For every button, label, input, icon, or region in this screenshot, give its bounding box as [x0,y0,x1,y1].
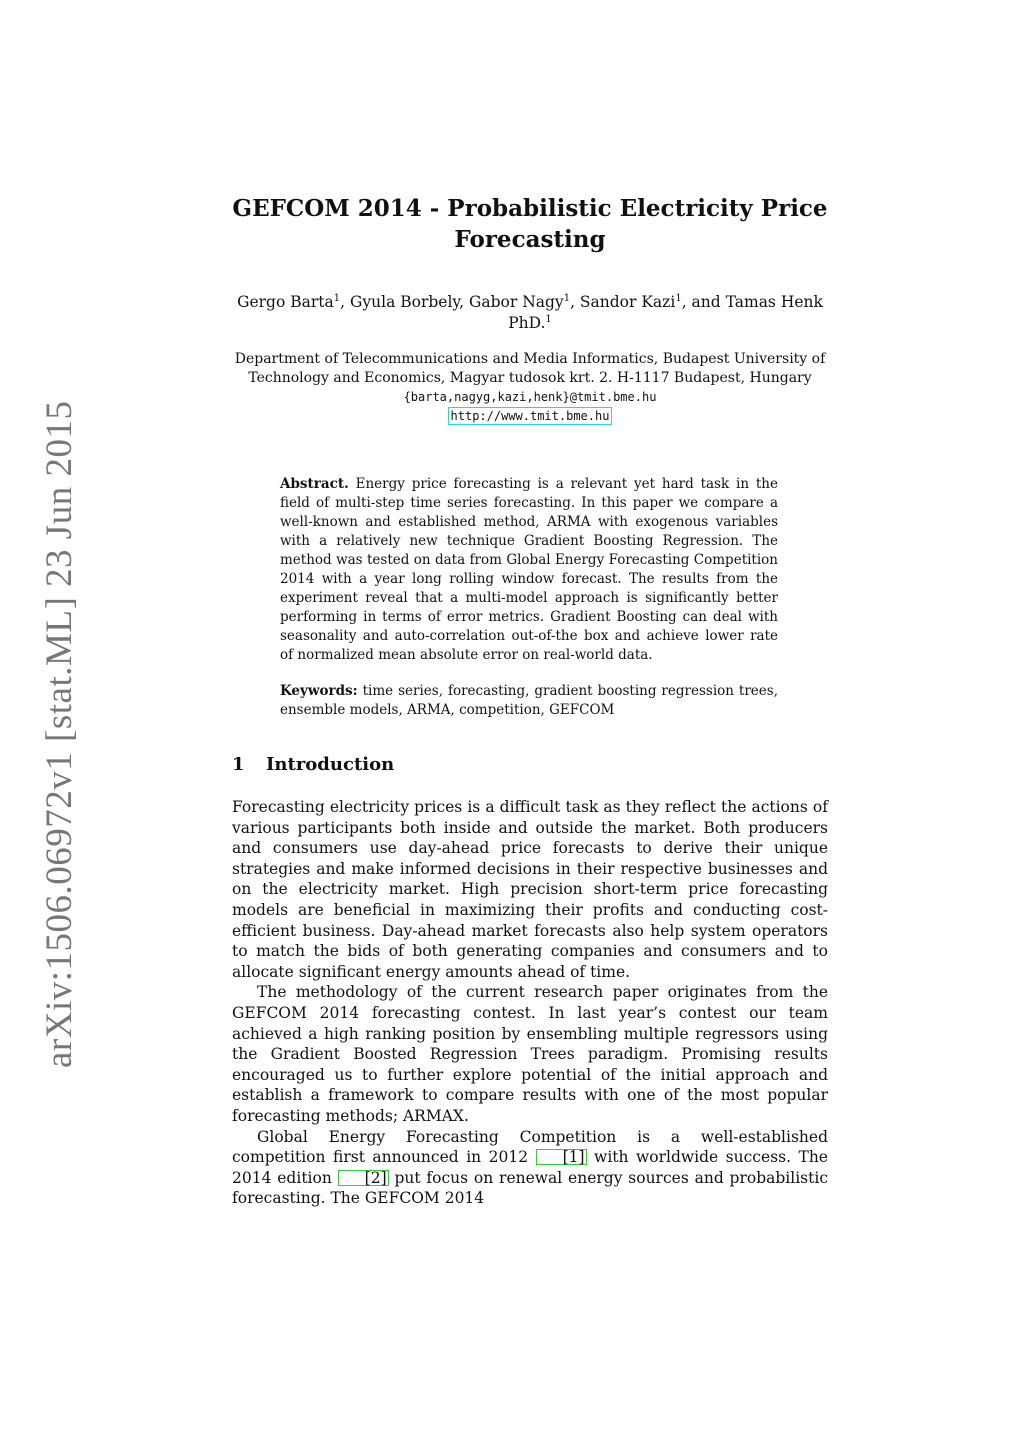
paragraph-2: The methodology of the current research paper originates from the GEFCOM 2014 forecasting contest. In last year’s contest our team achieved a high ranking position by ensembling multiple regressors using the Gradient Boosted Regression Trees paradigm. Promising results encouraged us to further explore potential of the initial approach and establish a framework to compare results with one of the most popular forecasting methods; ARMAX. [232,983,828,1125]
paragraph-3 [232,1127,828,1209]
author-4-affil-mark: 1 [675,292,682,304]
author-5-affil-mark: 1 [545,313,552,325]
paragraph-3-part-b: with worldwide success. The 2014 edition [232,1148,828,1187]
keywords-label: Keywords: [280,683,358,699]
abstract [280,475,778,665]
arxiv-identifier: arXiv:1506.06972v1 [stat.ML] 23 Jun 2015 [39,400,80,1068]
affiliation [232,350,828,426]
title-line-1: GEFCOM 2014 - Probabilistic Electricity Price [232,195,828,222]
keywords-text: time series, forecasting, gradient boosting regression trees, ensemble models, ARMA, competition, GEFCOM [280,683,778,718]
keywords [280,682,778,720]
author-2: Gyula Borbely [349,293,460,311]
section-body [232,797,828,1209]
author-list: Gergo Barta$^1$, Gyula Borbely, Gabor Nagy$^1$, Sandor Kazi$^1$, and Tamas Henk PhD.$^1$ [237,292,823,332]
section-number: 1 [232,754,245,775]
paragraph-1: Forecasting electricity prices is a difficult task as they reflect the actions of various participants both inside and outside the market. Both producers and consumers use day-ahead price forecasts to derive their unique strategies and make informed decisions in their respective businesses and on the electricity market. High precision short-term price forecasting models are beneficial in maximizing their profits and conducting cost-efficient business. Day-ahead market forecasts also help system operators to match the bids of both generating companies and consumers and to allocate significant energy amounts ahead of time. [232,798,828,981]
title-line-2: Forecasting [454,226,606,253]
affiliation-department: Department of Telecommunications and Media Informatics, Budapest University of Technology and Economics, Magyar tudosok krt. 2. H-1117 Budapest, Hungary [234,351,826,386]
author-3-affil-mark: 1 [563,292,571,304]
author-emails: {barta,nagyg,kazi,henk}@tmit.bme.hu [403,390,657,404]
citation-1-link[interactable]: [1] [536,1149,587,1165]
citation-2-link[interactable]: [2] [338,1170,389,1186]
section-title: Introduction [266,754,395,775]
abstract-label: Abstract. [280,476,349,492]
paragraph-3-part-a: Global Energy Forecasting Competition is a well-established competition first announced in 2012 [232,1127,828,1167]
section-heading [232,754,394,775]
abstract-text: Energy price forecasting is a relevant yet hard task in the field of multi-step time series forecasting. In this paper we compare a well-known and established method, ARMA with exogenous variables with a relatively new technique Gradient Boosting Regression. The method was tested on data from Global Energy Forecasting Competition 2014 with a year long rolling window forecast. The results from the experiment reveal that a multi-model approach is significantly better performing in terms of error metrics. Gradient Boosting can deal with seasonality and auto-correlation out-of-the box and achieve lower rate of normalized mean absolute error on real-world data. [280,476,778,663]
author-3: Gabor Nagy [468,293,564,311]
author-4: Sandor Kazi [579,293,676,311]
paragraph-3-part-c: put focus on renewal energy sources and probabilistic forecasting. The GEFCOM 2014 [232,1168,828,1208]
author-5: and Tamas Henk PhD. [508,293,823,332]
affiliation-url-link[interactable]: http://www.tmit.bme.hu [448,407,613,425]
paper-title [232,193,828,255]
author-1-affil-mark: 1 [333,292,341,304]
author-1: Gergo Barta [237,293,334,311]
title-block [232,193,828,255]
